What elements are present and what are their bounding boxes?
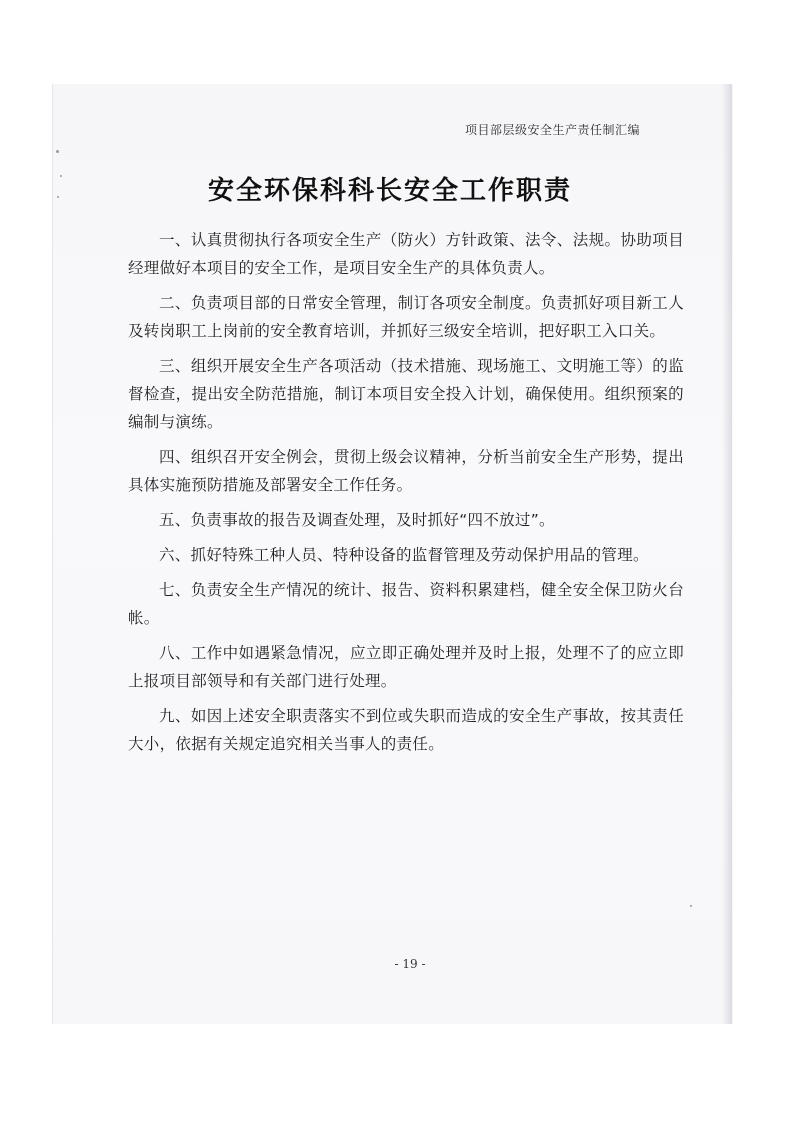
document-body <box>128 226 684 765</box>
scan-speck <box>60 175 62 177</box>
paragraph-4: 四、组织召开安全例会，贯彻上级会议精神，分析当前安全生产形势，提出具体实施预防措施及部署安全工作任务。 <box>128 448 684 494</box>
scan-speck <box>690 905 692 907</box>
paragraph-2: 二、负责项目部的日常安全管理，制订各项安全制度。负责抓好项目新工人及转岗职工上岗前的安全教育培训，并抓好三级安全培训，把好职工入口关。 <box>128 294 684 340</box>
paragraph-3: 三、组织开展安全生产各项活动（技术措施、现场施工、文明施工等）的监督检查，提出安全防范措施，制订本项目安全投入计划，确保使用。组织预案的编制与演练。 <box>128 357 684 431</box>
paragraph-5: 五、负责事故的报告及调查处理，及时抓好“四不放过”。 <box>159 511 555 529</box>
scan-edge-shadow <box>722 84 732 1024</box>
document-title: 安全环保科科长安全工作职责 <box>207 176 572 206</box>
paragraph-6: 六、抓好特殊工种人员、特种设备的监督管理及劳动保护用品的管理。 <box>159 546 649 564</box>
scan-speck <box>57 196 59 198</box>
page-number: - 19 - <box>394 957 426 971</box>
paragraph-1: 一、认真贯彻执行各项安全生产（防火）方针政策、法令、法规。协助项目经理做好本项目的安全工作，是项目安全生产的具体负责人。 <box>128 231 684 277</box>
scan-speck <box>56 150 59 153</box>
paragraph-9: 九、如因上述安全职责落实不到位或失职而造成的安全生产事故，按其责任大小，依据有关规定追究相关当事人的责任。 <box>128 707 684 753</box>
running-header: 项目部层级安全生产责任制汇编 <box>464 123 640 137</box>
paragraph-7: 七、负责安全生产情况的统计、报告、资料积累建档，健全安全保卫防火台帐。 <box>128 581 684 627</box>
paragraph-8: 八、工作中如遇紧急情况，应立即正确处理并及时上报，处理不了的应立即上报项目部领导和有关部门进行处理。 <box>128 644 684 690</box>
